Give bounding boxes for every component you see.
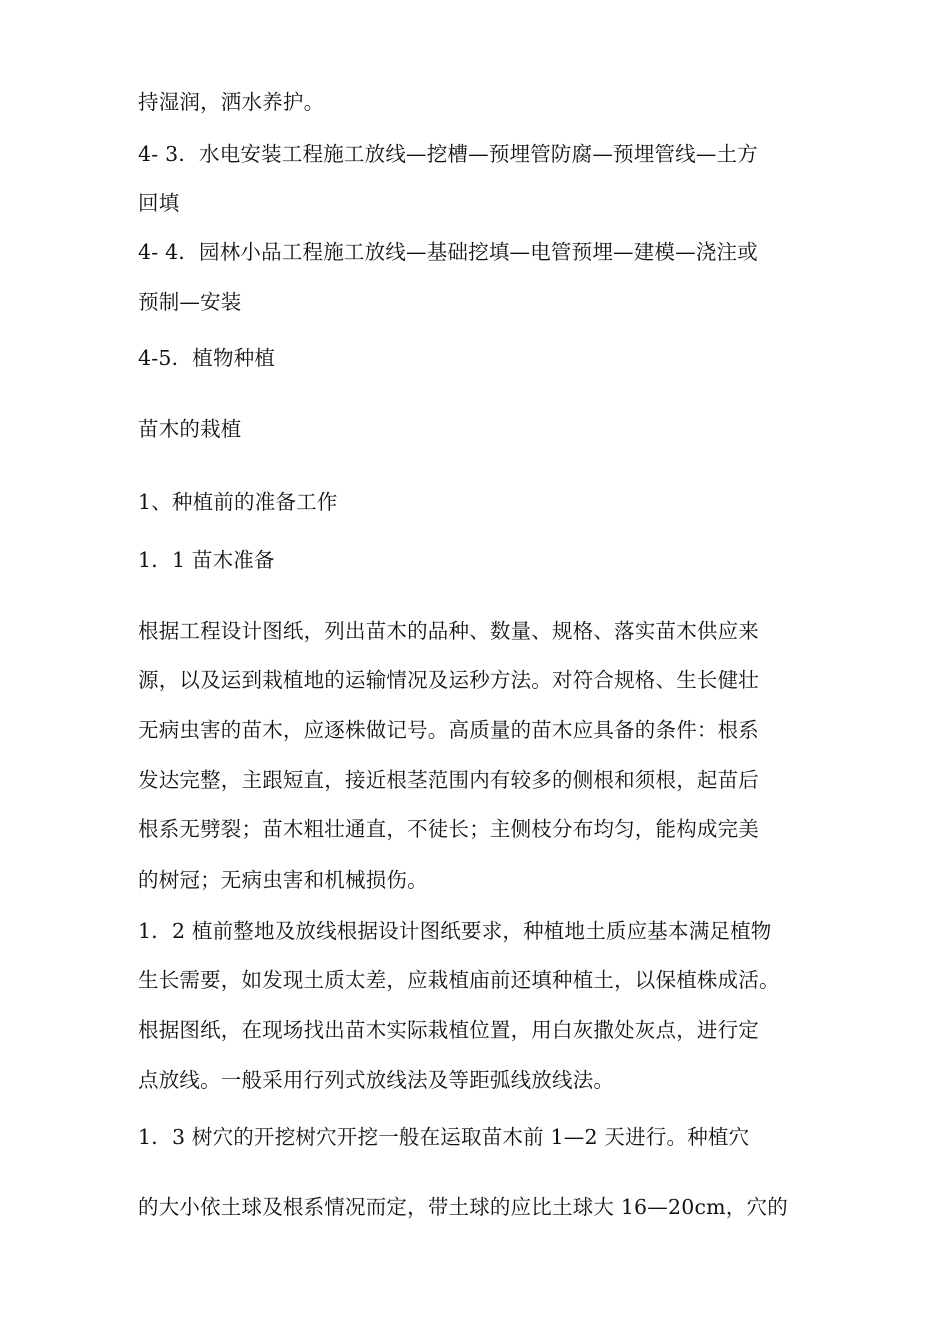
text-line: 发达完整，主跟短直，接近根茎范围内有较多的侧根和须根，起苗后 [138,768,759,792]
text-line: 持湿润，洒水养护。 [138,90,325,114]
subsection-heading: 1．1 苗木准备 [138,548,275,572]
text-line: 1．2 植前整地及放线根据设计图纸要求，种植地土质应基本满足植物 [138,919,772,943]
text-line: 根据图纸，在现场找出苗木实际栽植位置，用白灰撒处灰点，进行定 [138,1018,759,1042]
text-line: 的大小依土球及根系情况而定，带土球的应比土球大 16—20cm，穴的 [138,1195,788,1219]
text-line: 1．3 树穴的开挖树穴开挖一般在运取苗木前 1—2 天进行。种植穴 [138,1125,750,1149]
text-line: 的树冠；无病虫害和机械损伤。 [138,868,428,892]
text-line: 根系无劈裂；苗木粗壮通直，不徒长；主侧枝分布均匀，能构成完美 [138,817,759,841]
text-line: 4- 3．水电安装工程施工放线—挖槽—预埋管防腐—预埋管线—土方 [138,142,758,166]
subsection-heading: 1、种植前的准备工作 [138,490,338,514]
text-line: 根据工程设计图纸，列出苗木的品种、数量、规格、落实苗木供应来 [138,619,759,643]
text-line: 4- 4．园林小品工程施工放线—基础挖填—电管预埋—建模—浇注或 [138,240,758,264]
subsection-heading: 苗木的栽植 [138,417,242,441]
section-heading: 4-5．植物种植 [138,346,276,370]
text-line: 点放线。一般采用行列式放线法及等距弧线放线法。 [138,1068,615,1092]
text-line: 预制—安装 [138,290,242,314]
text-line: 源，以及运到栽植地的运输情况及运秒方法。对符合规格、生长健壮 [138,668,759,692]
text-line: 回填 [138,191,180,215]
text-line: 生长需要，如发现土质太差，应栽植庙前还填种植土，以保植株成活。 [138,968,780,992]
text-line: 无病虫害的苗木，应逐株做记号。高质量的苗木应具备的条件：根系 [138,718,759,742]
